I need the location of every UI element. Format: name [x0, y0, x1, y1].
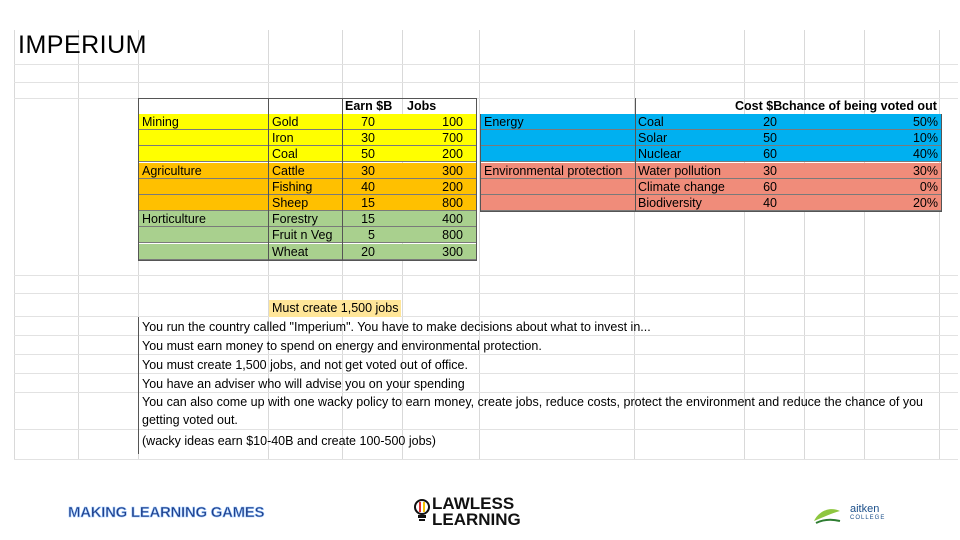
- note-line: You have an adviser who will advise you on your spending: [142, 377, 465, 391]
- cost-cell: 20: [763, 115, 777, 129]
- header-jobs: Jobs: [407, 99, 437, 113]
- category-cell: Horticulture: [142, 212, 206, 227]
- item-cell: Gold: [272, 115, 299, 129]
- category-cell: [484, 179, 636, 195]
- column-divider: [342, 98, 343, 261]
- grid-line: [14, 82, 958, 83]
- column-divider: [268, 98, 269, 261]
- category-cell: Energy: [484, 115, 524, 129]
- item-cell: Nuclear: [638, 147, 682, 162]
- cost-cell: 50: [763, 131, 777, 146]
- grid-line: [14, 459, 958, 460]
- category-cell: Agriculture: [142, 163, 202, 178]
- category-cell: [142, 244, 266, 260]
- cost-cell: 60: [763, 179, 777, 194]
- earn-cell: 70: [361, 115, 375, 129]
- sheet-title: IMPERIUM: [18, 31, 147, 59]
- category-cell: [484, 130, 636, 146]
- aitken-college-logo: [812, 500, 892, 530]
- grid-line: [78, 30, 79, 460]
- cost-cell: 60: [763, 147, 777, 162]
- jobs-cell: 200: [442, 147, 463, 162]
- item-cell: Forestry: [272, 212, 318, 227]
- category-cell: [142, 227, 266, 243]
- item-cell: Solar: [638, 131, 668, 146]
- item-cell: Climate change: [638, 179, 725, 194]
- leaf-icon: [812, 505, 842, 527]
- cost-cell: 40: [763, 196, 777, 210]
- jobs-cell: 800: [442, 228, 463, 243]
- note-line: You run the country called "Imperium". You have to make decisions about what to invest in...: [142, 320, 651, 334]
- header-chance: chance of being voted out: [782, 99, 937, 113]
- category-cell: Mining: [142, 115, 179, 129]
- jobs-cell: 300: [442, 163, 463, 178]
- item-cell: Wheat: [272, 244, 309, 259]
- lightbulb-icon: [414, 497, 430, 529]
- note-line: You can also come up with one wacky policy to earn money, create jobs, reduce costs, protect the environment and reduce the chance of you: [142, 395, 924, 409]
- item-cell: Sheep: [272, 196, 309, 210]
- grid-line: [14, 275, 958, 276]
- item-cell: Coal: [638, 115, 664, 129]
- earn-cell: 40: [361, 179, 375, 194]
- column-divider: [635, 98, 636, 212]
- header-cost: Cost $B: [735, 99, 783, 113]
- lawless-text: LAWLESS: [432, 494, 515, 513]
- chance-cell: 40%: [912, 147, 938, 162]
- earn-cell: 15: [361, 196, 375, 210]
- learning-text: LEARNING: [432, 510, 521, 529]
- earn-cell: 20: [361, 244, 375, 259]
- earn-cell: 15: [361, 212, 375, 227]
- note-line: getting voted out.: [142, 413, 238, 427]
- chance-cell: 0%: [919, 179, 938, 194]
- note-line: You must create 1,500 jobs, and not get voted out of office.: [142, 358, 468, 372]
- item-cell: Fruit n Veg: [272, 228, 333, 243]
- aitken-sub-text: COLLEGE: [850, 515, 886, 521]
- category-cell: [142, 146, 266, 162]
- category-cell: [142, 130, 266, 146]
- earn-cell: 30: [361, 163, 375, 178]
- category-cell: [142, 195, 266, 211]
- grid-line: [14, 293, 958, 294]
- earn-cell: 50: [361, 147, 375, 162]
- item-cell: Fishing: [272, 179, 313, 194]
- category-cell: [484, 146, 636, 162]
- jobs-cell: 400: [442, 212, 463, 227]
- item-cell: Water pollution: [638, 163, 721, 178]
- item-cell: Cattle: [272, 163, 305, 178]
- jobs-cell: 100: [442, 115, 463, 129]
- lawless-learning-logo: [414, 496, 544, 530]
- note-line: You must earn money to spend on energy and environmental protection.: [142, 339, 542, 353]
- grid-line: [14, 30, 15, 460]
- grid-line: [14, 64, 958, 65]
- jobs-cell: 300: [442, 244, 463, 259]
- chance-cell: 50%: [912, 115, 938, 129]
- header-earn: Earn $B: [345, 99, 393, 113]
- chance-cell: 10%: [912, 131, 938, 146]
- item-cell: Iron: [272, 131, 294, 146]
- chance-cell: 20%: [912, 196, 938, 210]
- item-cell: Coal: [272, 147, 298, 162]
- making-learning-games-logo: MAKING LEARNING GAMES: [68, 504, 265, 521]
- must-create-note: Must create 1,500 jobs: [269, 300, 401, 317]
- earn-cell: 30: [361, 131, 375, 146]
- jobs-cell: 200: [442, 179, 463, 194]
- aitken-text: aitken: [850, 503, 880, 515]
- jobs-cell: 800: [442, 196, 463, 210]
- category-cell: [142, 179, 266, 195]
- category-cell: Environmental protection: [484, 163, 623, 178]
- earn-cell: 5: [368, 228, 375, 243]
- jobs-cell: 700: [442, 131, 463, 146]
- category-cell: [484, 195, 636, 211]
- note-line: (wacky ideas earn $10-40B and create 100-500 jobs): [142, 434, 436, 448]
- item-cell: Biodiversity: [638, 196, 702, 210]
- chance-cell: 30%: [912, 163, 938, 178]
- cost-cell: 30: [763, 163, 777, 178]
